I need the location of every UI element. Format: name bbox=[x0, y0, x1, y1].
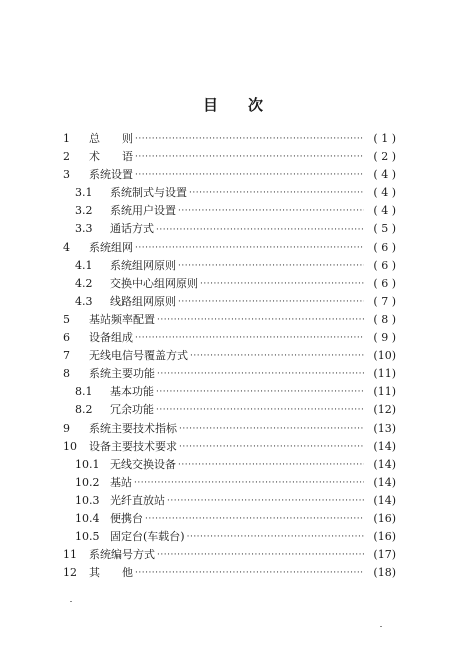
dot-leader bbox=[135, 130, 364, 148]
toc-entry-page: ( 6 ) bbox=[373, 276, 396, 290]
toc-entry-title: 系统主要功能 bbox=[89, 367, 155, 381]
dot-leader bbox=[179, 420, 364, 438]
toc-entry[interactable] bbox=[60, 401, 396, 419]
dot-leader bbox=[167, 492, 364, 510]
toc-entry-number: 10.1 bbox=[75, 457, 100, 471]
toc-entry-number: 8.2 bbox=[75, 403, 93, 417]
toc-entry-page: ( 7 ) bbox=[373, 294, 396, 308]
table-of-contents bbox=[60, 130, 396, 582]
toc-entry-title: 系统编号方式 bbox=[89, 548, 155, 562]
toc-entry-title: 设备主要技术要求 bbox=[89, 439, 177, 453]
dot-leader bbox=[189, 184, 364, 202]
toc-entry-title: 便携台 bbox=[110, 511, 143, 525]
toc-entry-number: 10.4 bbox=[75, 511, 100, 525]
toc-entry-page: ( 6 ) bbox=[373, 240, 396, 254]
toc-entry-number: 3 bbox=[63, 168, 70, 182]
dot-leader bbox=[178, 202, 364, 220]
dot-leader bbox=[187, 528, 364, 546]
toc-entry[interactable] bbox=[60, 365, 396, 383]
toc-entry-number: 10.3 bbox=[75, 493, 100, 507]
toc-entry-title: 光纤直放站 bbox=[110, 493, 165, 507]
dot-leader bbox=[156, 221, 364, 239]
toc-entry-page: ( 8 ) bbox=[373, 312, 396, 326]
dot-leader bbox=[156, 401, 364, 419]
toc-entry-number: 4.1 bbox=[75, 258, 93, 272]
toc-entry-page: (17) bbox=[373, 548, 396, 562]
toc-entry-number: 2 bbox=[63, 150, 70, 164]
toc-entry-page: (12) bbox=[373, 403, 396, 417]
toc-entry[interactable] bbox=[60, 275, 396, 293]
toc-entry-page: (14) bbox=[373, 493, 396, 507]
toc-entry-page: ( 1 ) bbox=[373, 132, 396, 145]
toc-entry[interactable] bbox=[60, 383, 396, 401]
toc-entry-number: 10.2 bbox=[75, 475, 100, 489]
toc-entry[interactable] bbox=[60, 239, 396, 257]
toc-entry[interactable] bbox=[60, 293, 396, 311]
toc-entry-title: 线路组网原则 bbox=[110, 294, 176, 308]
page-title bbox=[0, 94, 466, 115]
toc-entry-page: ( 9 ) bbox=[373, 331, 396, 345]
toc-entry[interactable] bbox=[60, 130, 396, 148]
toc-entry-page: (11) bbox=[373, 367, 396, 381]
toc-entry-page: ( 5 ) bbox=[373, 222, 396, 236]
dot-leader bbox=[135, 564, 364, 582]
toc-entry-number: 1 bbox=[63, 132, 70, 145]
toc-entry-title: 系统用户设置 bbox=[110, 204, 176, 218]
title-char-2: 次 bbox=[248, 96, 264, 114]
toc-entry-page: (14) bbox=[373, 439, 396, 453]
toc-entry-number: 8.1 bbox=[75, 385, 93, 399]
toc-entry-page: (14) bbox=[373, 475, 396, 489]
dot-leader bbox=[157, 311, 364, 329]
toc-entry-page: ( 4 ) bbox=[373, 204, 396, 218]
toc-entry-number: 6 bbox=[63, 331, 70, 345]
toc-entry[interactable] bbox=[60, 474, 396, 492]
toc-entry-title: 通话方式 bbox=[110, 222, 154, 236]
dot-leader bbox=[134, 474, 364, 492]
dot-leader bbox=[190, 347, 364, 365]
toc-entry[interactable] bbox=[60, 456, 396, 474]
toc-entry-page: ( 2 ) bbox=[373, 150, 396, 164]
toc-entry-number: 7 bbox=[63, 349, 70, 363]
dot-leader bbox=[157, 546, 364, 564]
toc-entry-title: 交换中心组网原则 bbox=[110, 276, 198, 290]
toc-entry-title: 总 则 bbox=[89, 132, 133, 145]
toc-entry[interactable] bbox=[60, 311, 396, 329]
toc-entry-number: 11 bbox=[63, 548, 77, 562]
toc-entry-number: 3.1 bbox=[75, 186, 93, 200]
toc-entry-title: 系统设置 bbox=[89, 168, 133, 182]
toc-entry-title: 无线交换设备 bbox=[110, 457, 176, 471]
toc-entry[interactable] bbox=[60, 329, 396, 347]
toc-entry-page: ( 4 ) bbox=[373, 168, 396, 182]
dot-leader bbox=[135, 239, 364, 257]
toc-entry-page: (11) bbox=[373, 385, 396, 399]
toc-entry-title: 基站 bbox=[110, 475, 132, 489]
toc-entry-title: 术 语 bbox=[89, 150, 133, 164]
dot-leader bbox=[178, 257, 364, 275]
toc-entry-page: (16) bbox=[373, 511, 396, 525]
toc-entry-page: ( 4 ) bbox=[373, 186, 396, 200]
toc-entry-title: 固定台(车载台) bbox=[110, 530, 185, 544]
toc-entry[interactable] bbox=[60, 492, 396, 510]
dot-leader bbox=[135, 166, 364, 184]
dot-leader bbox=[200, 275, 364, 293]
dot-leader bbox=[157, 365, 364, 383]
toc-entry-page: (16) bbox=[373, 530, 396, 544]
toc-entry-title: 系统制式与设置 bbox=[110, 186, 187, 200]
toc-entry-title: 系统主要技术指标 bbox=[89, 421, 177, 435]
toc-entry-title: 无线电信号覆盖方式 bbox=[89, 349, 188, 363]
toc-entry-number: 4.3 bbox=[75, 294, 93, 308]
toc-entry-number: 5 bbox=[63, 312, 70, 326]
toc-entry-number: 4.2 bbox=[75, 276, 93, 290]
toc-entry[interactable] bbox=[60, 420, 396, 438]
dot-leader bbox=[145, 510, 364, 528]
toc-entry[interactable] bbox=[60, 184, 396, 202]
toc-entry[interactable] bbox=[60, 546, 396, 564]
toc-entry-title: 冗余功能 bbox=[110, 403, 154, 417]
toc-entry-number: 3.2 bbox=[75, 204, 93, 218]
toc-entry-page: (18) bbox=[373, 566, 396, 580]
toc-entry[interactable] bbox=[60, 347, 396, 365]
toc-entry-title: 基本功能 bbox=[110, 385, 154, 399]
toc-entry-page: ( 6 ) bbox=[373, 258, 396, 272]
toc-entry-number: 8 bbox=[63, 367, 70, 381]
toc-entry[interactable] bbox=[60, 148, 396, 166]
toc-entry-title: 系统组网原则 bbox=[110, 258, 176, 272]
toc-entry[interactable] bbox=[60, 438, 396, 456]
toc-entry[interactable] bbox=[60, 166, 396, 184]
title-char-1: 目 bbox=[202, 96, 218, 114]
toc-entry[interactable] bbox=[60, 528, 396, 546]
toc-entry-title: 设备组成 bbox=[89, 331, 133, 345]
scan-speck bbox=[380, 626, 382, 627]
toc-entry-page: (10) bbox=[373, 349, 396, 363]
toc-entry-number: 9 bbox=[63, 421, 70, 435]
toc-entry-number: 3.3 bbox=[75, 222, 93, 236]
scan-speck bbox=[70, 601, 72, 602]
dot-leader bbox=[135, 329, 364, 347]
toc-entry[interactable] bbox=[60, 220, 396, 238]
toc-entry-title: 其 他 bbox=[89, 566, 133, 580]
toc-entry-number: 10 bbox=[63, 439, 77, 453]
dot-leader bbox=[178, 456, 364, 474]
toc-entry[interactable] bbox=[60, 202, 396, 220]
toc-entry[interactable] bbox=[60, 257, 396, 275]
toc-entry-number: 12 bbox=[63, 566, 77, 580]
dot-leader bbox=[178, 293, 364, 311]
toc-entry-title: 系统组网 bbox=[89, 240, 133, 254]
toc-entry-title: 基站频率配置 bbox=[89, 312, 155, 326]
toc-entry[interactable] bbox=[60, 510, 396, 528]
dot-leader bbox=[135, 148, 364, 166]
toc-entry-number: 4 bbox=[63, 240, 70, 254]
toc-entry-page: (14) bbox=[373, 457, 396, 471]
dot-leader bbox=[156, 383, 364, 401]
toc-entry[interactable] bbox=[60, 564, 396, 582]
toc-entry-page: (13) bbox=[373, 421, 396, 435]
toc-entry-number: 10.5 bbox=[75, 530, 100, 544]
dot-leader bbox=[179, 438, 364, 456]
